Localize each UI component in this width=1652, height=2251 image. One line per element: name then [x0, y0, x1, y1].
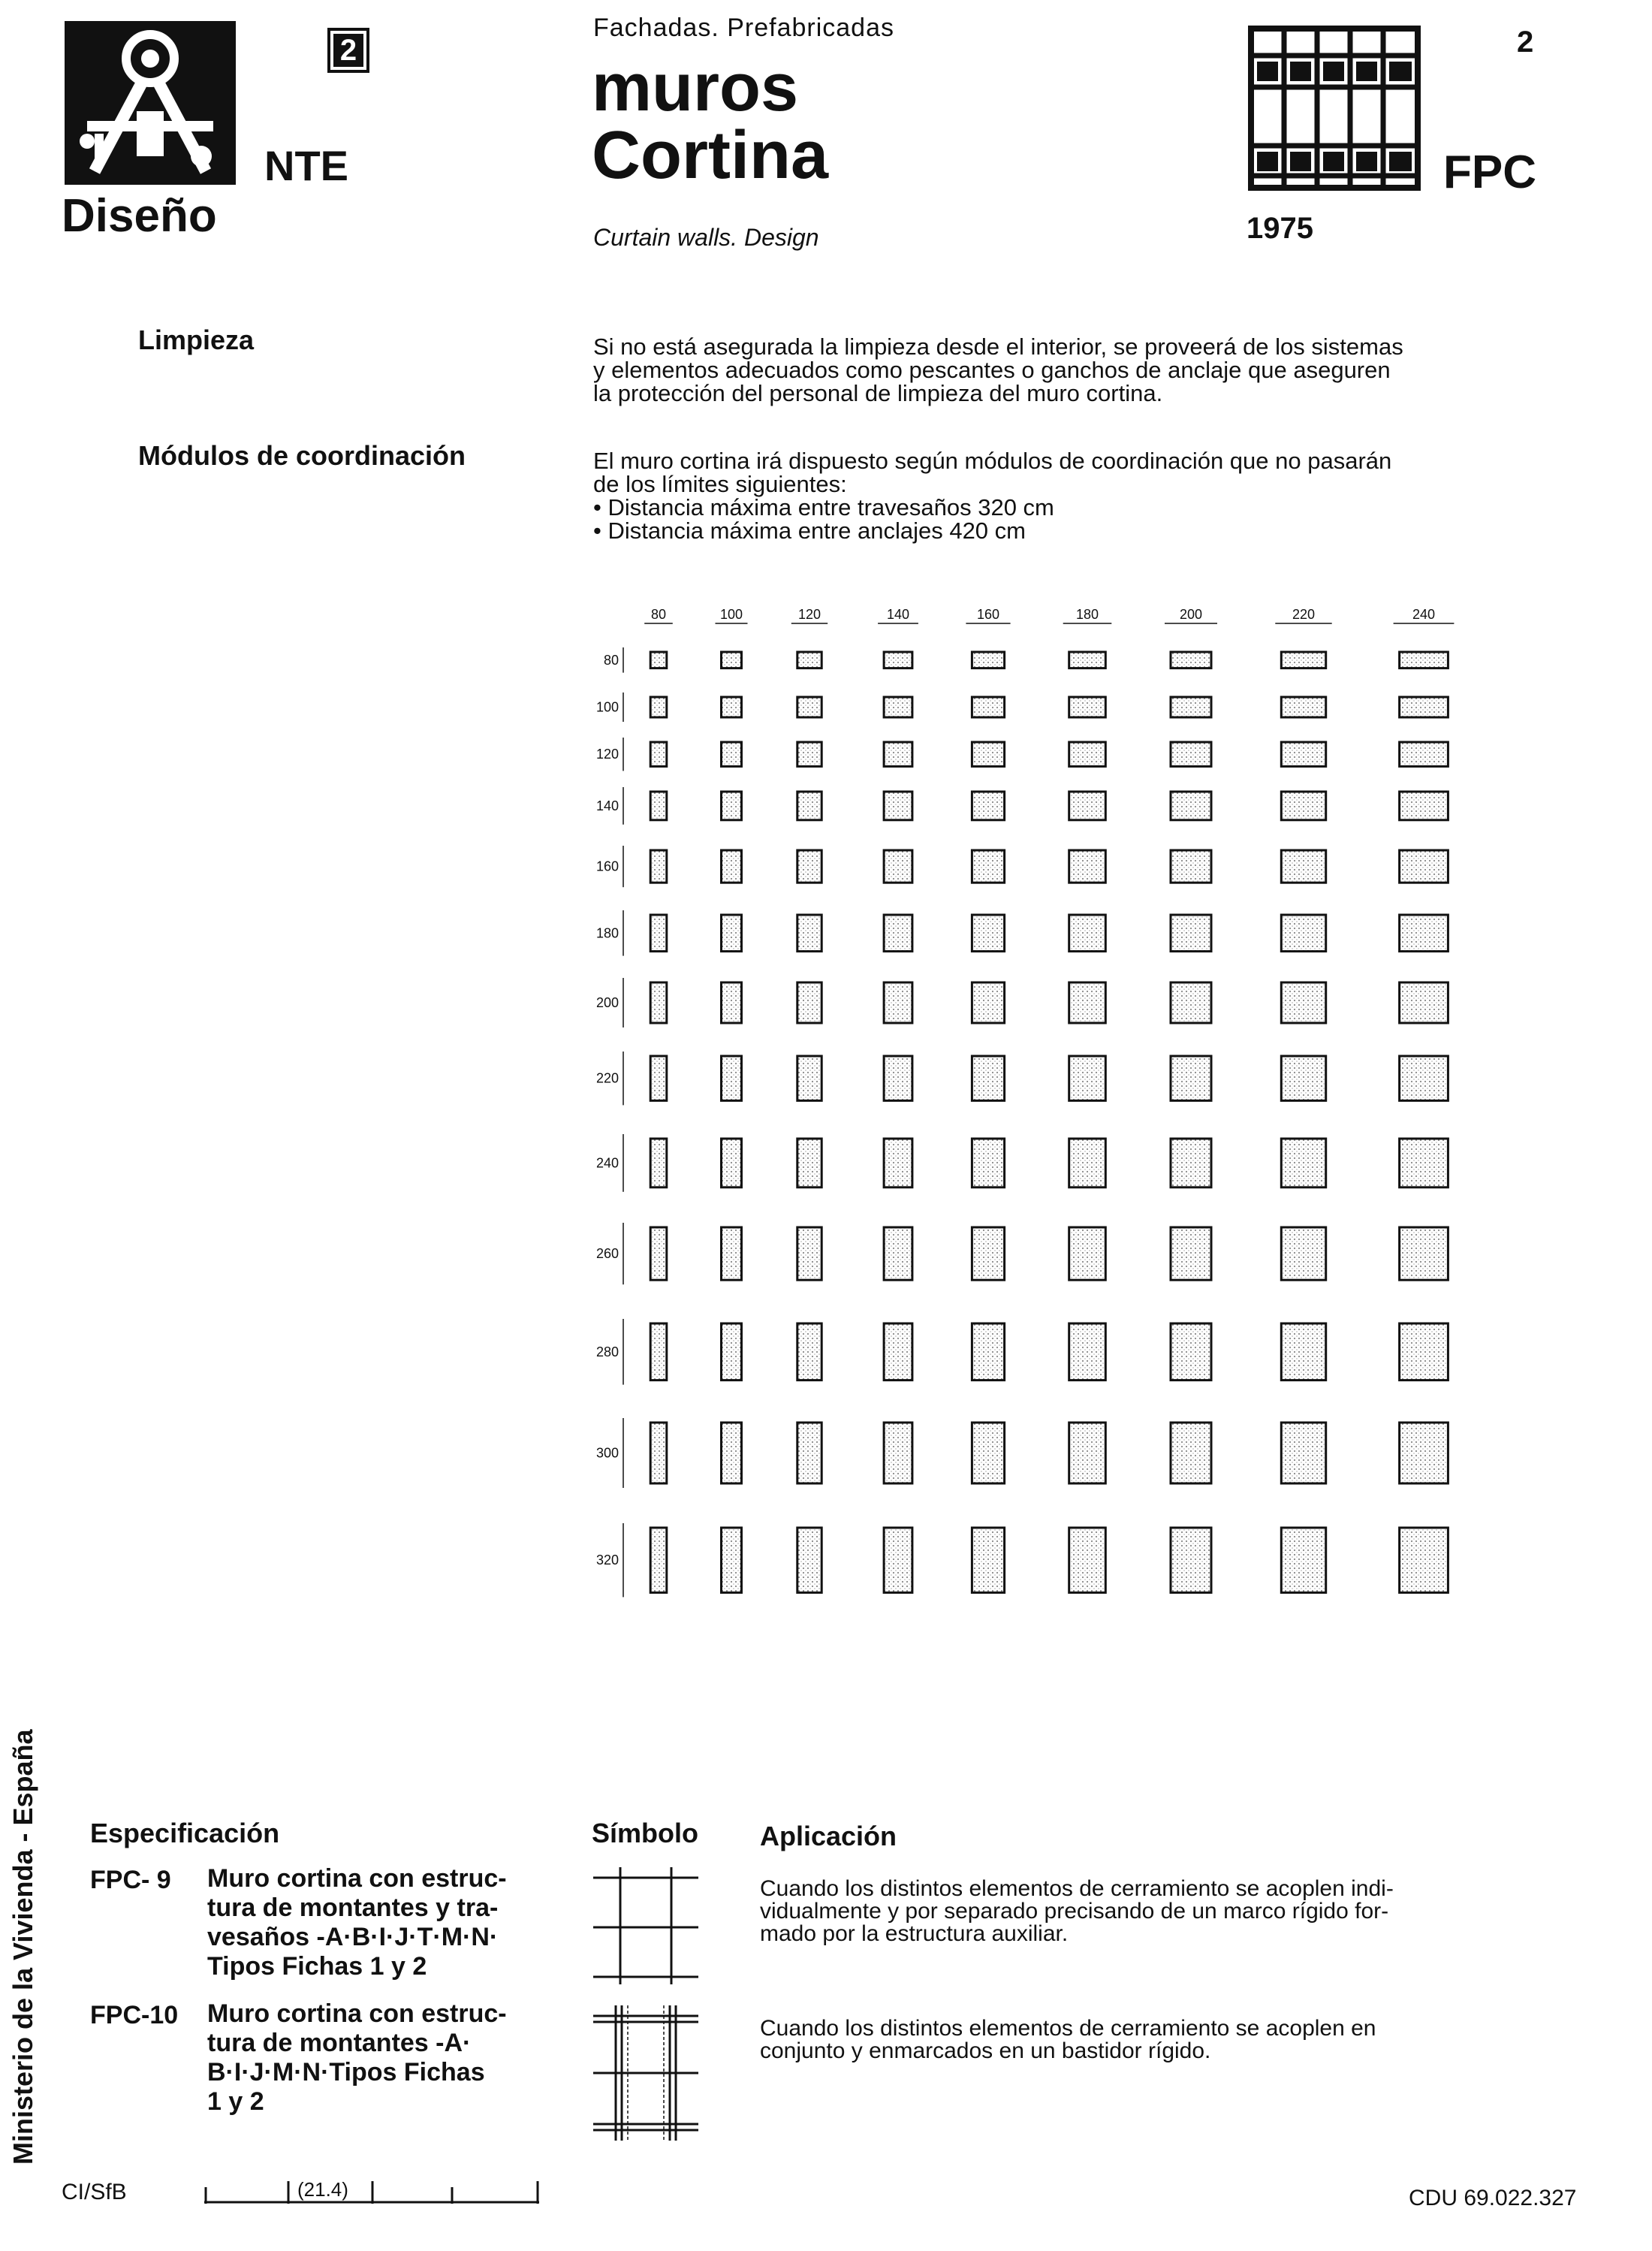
spec-code: FPC-10: [90, 2001, 179, 2029]
series-label: Fachadas. Prefabricadas: [593, 14, 894, 42]
module-panel: [650, 742, 667, 766]
module-panel: [722, 1227, 742, 1280]
application-line: Cuando los distintos elementos de cerramiento se acoplen indi-: [760, 1876, 1394, 1901]
section-label: Diseño: [62, 190, 217, 242]
module-panel: [722, 1139, 742, 1187]
module-panel: [650, 982, 667, 1023]
module-panel: [1400, 1056, 1449, 1100]
module-panel: [1069, 792, 1106, 820]
module-panel: [972, 1139, 1004, 1187]
module-panel: [972, 1528, 1004, 1592]
module-panel: [722, 1323, 742, 1380]
row-height-label: 120: [595, 747, 619, 762]
module-panel: [650, 792, 667, 820]
application-line: conjunto y enmarcados en un bastidor rígido.: [760, 2038, 1211, 2063]
module-panel: [884, 1423, 912, 1483]
module-panel: [797, 982, 821, 1023]
module-panel: [884, 1139, 912, 1187]
module-panel: [722, 1528, 742, 1592]
module-panel: [722, 742, 742, 766]
module-panel: [1069, 1056, 1106, 1100]
row-height-label: 280: [595, 1344, 619, 1359]
module-panel: [722, 1423, 742, 1483]
row-height-label: 160: [595, 858, 619, 874]
ministry-vertical-label: Ministerio de la Vivienda - España: [8, 1729, 38, 2165]
module-panel: [884, 697, 912, 717]
module-panel: [650, 652, 667, 668]
module-panel: [972, 742, 1004, 766]
module-panel: [1281, 1056, 1325, 1100]
module-panel: [884, 652, 912, 668]
column-width-label: 240: [1412, 607, 1436, 622]
module-panel: [1069, 1323, 1106, 1380]
module-panel: [650, 1227, 667, 1280]
module-panel: [797, 1227, 821, 1280]
column-width-label: 80: [650, 607, 667, 622]
limpieza-line: y elementos adecuados como pescantes o ganchos de anclaje que aseguren: [593, 357, 1391, 383]
module-panel: [972, 915, 1004, 952]
module-panel: [797, 915, 821, 952]
module-panel: [1171, 1323, 1211, 1380]
column-width-label: 100: [719, 607, 743, 622]
application-header: Aplicación: [760, 1821, 897, 1851]
modulos-line: El muro cortina irá dispuesto según módulos de coordinación que no pasarán: [593, 448, 1392, 474]
module-panel: [1400, 982, 1449, 1023]
module-panel: [650, 1056, 667, 1100]
module-panel: [884, 792, 912, 820]
module-panel: [1069, 652, 1106, 668]
module-panel: [797, 652, 821, 668]
module-panel: [722, 850, 742, 883]
row-height-label: 320: [595, 1552, 619, 1568]
module-panel: [1281, 1323, 1325, 1380]
module-panel: [1400, 1139, 1449, 1187]
column-width-label: 140: [886, 607, 910, 622]
module-panel: [1400, 742, 1449, 766]
module-panel: [972, 792, 1004, 820]
module-panel: [797, 697, 821, 717]
sheet-number: 2: [1517, 26, 1534, 59]
module-panel: [1171, 982, 1211, 1023]
spec-line: vesaños -A·B·I·J·T·M·N·: [207, 1923, 499, 1951]
module-panel: [1171, 850, 1211, 883]
module-panel: [1171, 915, 1211, 952]
module-panel: [1400, 1227, 1449, 1280]
module-panel: [884, 850, 912, 883]
row-height-label: 140: [595, 798, 619, 813]
coordination-module-matrix: [586, 607, 1532, 1711]
module-panel: [722, 652, 742, 668]
module-panel: [797, 1423, 821, 1483]
nte-logo: [65, 21, 236, 185]
application-text: [760, 1878, 1652, 1945]
page-title: [592, 50, 828, 193]
spec-header: Especificación: [90, 1818, 280, 1848]
module-panel: [1281, 1227, 1325, 1280]
module-panel: [1400, 697, 1449, 717]
title-line-2: Cortina: [592, 118, 828, 193]
module-panel: [797, 1139, 821, 1187]
spec-line: 1 y 2: [207, 2087, 264, 2116]
spec-code: FPC- 9: [90, 1866, 171, 1894]
module-panel: [1069, 742, 1106, 766]
module-panel: [797, 1323, 821, 1380]
cisfb-classification-box: [204, 2175, 539, 2205]
row-height-label: 100: [595, 699, 619, 715]
compass-figure-icon: [65, 21, 236, 185]
modulos-paragraph: [593, 449, 1547, 542]
module-panel: [797, 742, 821, 766]
row-height-label: 180: [595, 925, 619, 941]
application-line: Cuando los distintos elementos de cerramiento se acoplen en: [760, 2016, 1376, 2041]
cdu-code: CDU 69.022.327: [1409, 2186, 1577, 2210]
module-panel: [797, 1528, 821, 1592]
column-width-label: 120: [797, 607, 821, 622]
spec-line: Muro cortina con estruc-: [207, 1864, 507, 1893]
module-panel: [1069, 697, 1106, 717]
module-panel: [650, 1139, 667, 1187]
module-panel: [1171, 652, 1211, 668]
module-panel: [797, 792, 821, 820]
module-panel: [1069, 982, 1106, 1023]
row-height-label: 200: [595, 995, 619, 1010]
column-width-label: 220: [1292, 607, 1316, 622]
spec-description: [207, 1999, 538, 2117]
module-panel: [884, 742, 912, 766]
module-panel: [1281, 1139, 1325, 1187]
column-width-label: 160: [976, 607, 1000, 622]
module-panel: [1069, 850, 1106, 883]
module-panel: [1281, 1528, 1325, 1592]
module-panel: [650, 1423, 667, 1483]
module-panel: [884, 1528, 912, 1592]
module-panel: [972, 850, 1004, 883]
module-panel: [650, 697, 667, 717]
module-panel: [722, 792, 742, 820]
column-width-label: 200: [1179, 607, 1203, 622]
application-text: [760, 2017, 1652, 2062]
row-height-label: 260: [595, 1246, 619, 1262]
module-panel: [884, 982, 912, 1023]
module-panel: [1171, 742, 1211, 766]
limpieza-heading: Limpieza: [138, 324, 255, 355]
module-panel: [1171, 697, 1211, 717]
module-panel: [722, 697, 742, 717]
module-panel: [1171, 792, 1211, 820]
module-panel: [650, 1528, 667, 1592]
module-panel: [722, 1056, 742, 1100]
modulos-heading: Módulos de coordinación: [138, 440, 466, 471]
title-line-1: muros: [592, 50, 799, 125]
limpieza-line: Si no está asegurada la limpieza desde el interior, se proveerá de los sistemas: [593, 333, 1403, 360]
module-panel: [1281, 1423, 1325, 1483]
column-width-label: 180: [1075, 607, 1099, 622]
module-panel: [884, 1323, 912, 1380]
limpieza-paragraph: [593, 335, 1547, 405]
module-panel: [797, 1056, 821, 1100]
symbol-header: Símbolo: [592, 1818, 698, 1848]
cisfb-code: (21.4): [297, 2178, 348, 2201]
standard-code: FPC: [1443, 146, 1536, 198]
module-panel: [1281, 915, 1325, 952]
module-panel: [1069, 1227, 1106, 1280]
subtitle-english: Curtain walls. Design: [593, 224, 819, 251]
cisfb-label: CI/SfB: [62, 2180, 127, 2204]
module-panel: [1281, 742, 1325, 766]
row-height-label: 240: [595, 1155, 619, 1171]
module-panel: [650, 1323, 667, 1380]
row-height-label: 80: [603, 652, 619, 668]
module-panel: [1171, 1056, 1211, 1100]
module-panel: [884, 915, 912, 952]
module-panel: [1171, 1423, 1211, 1483]
module-panel: [1171, 1528, 1211, 1592]
module-panel: [972, 982, 1004, 1023]
module-panel: [1281, 697, 1325, 717]
badge-number: 2: [327, 28, 369, 73]
module-panel: [972, 1056, 1004, 1100]
module-panel: [1069, 1528, 1106, 1592]
row-height-label: 220: [595, 1070, 619, 1086]
row-height-label: 300: [595, 1445, 619, 1461]
mullion-transom-symbol-icon: [593, 1867, 698, 1984]
spec-description: [207, 1864, 538, 1981]
modulos-line: • Distancia máxima entre anclajes 420 cm: [593, 517, 1026, 544]
module-panel: [1281, 850, 1325, 883]
spec-line: tura de montantes y tra-: [207, 1893, 499, 1922]
module-panel: [1400, 792, 1449, 820]
module-panel: [884, 1227, 912, 1280]
module-panel: [650, 915, 667, 952]
module-panel: [1069, 1423, 1106, 1483]
module-panel: [1069, 1139, 1106, 1187]
spec-line: tura de montantes -A·: [207, 2029, 472, 2057]
module-panel: [972, 1423, 1004, 1483]
spec-line: B·I·J·M·N·Tipos Fichas: [207, 2058, 485, 2087]
nte-label: NTE: [264, 142, 348, 189]
module-panel: [884, 1056, 912, 1100]
module-panel: [1281, 792, 1325, 820]
module-panel: [1281, 982, 1325, 1023]
module-panel: [1400, 1528, 1449, 1592]
module-panel: [972, 697, 1004, 717]
module-panel: [1281, 652, 1325, 668]
mullion-frame-symbol-icon: [593, 2005, 698, 2141]
module-panel: [722, 915, 742, 952]
modulos-line: • Distancia máxima entre travesaños 320 cm: [593, 494, 1054, 521]
module-panel: [1171, 1227, 1211, 1280]
application-line: mado por la estructura auxiliar.: [760, 1921, 1069, 1946]
limpieza-line: la protección del personal de limpieza del muro cortina.: [593, 380, 1163, 406]
module-panel: [972, 1227, 1004, 1280]
spec-line: Tipos Fichas 1 y 2: [207, 1952, 427, 1981]
module-panel: [797, 850, 821, 883]
application-line: vidualmente y por separado precisando de un marco rígido for-: [760, 1899, 1389, 1924]
module-panel: [1400, 850, 1449, 883]
spec-line: Muro cortina con estruc-: [207, 1999, 507, 2028]
module-panel: [972, 1323, 1004, 1380]
module-panel: [1400, 1323, 1449, 1380]
module-panel: [1069, 915, 1106, 952]
module-panel: [650, 850, 667, 883]
curtain-wall-facade-icon: [1248, 26, 1421, 191]
module-panel: [1171, 1139, 1211, 1187]
module-panel: [1400, 915, 1449, 952]
module-panel: [1400, 652, 1449, 668]
module-panel: [722, 982, 742, 1023]
module-panel: [1400, 1423, 1449, 1483]
module-panel: [972, 652, 1004, 668]
year: 1975: [1247, 212, 1313, 245]
modulos-line: de los límites siguientes:: [593, 471, 847, 497]
